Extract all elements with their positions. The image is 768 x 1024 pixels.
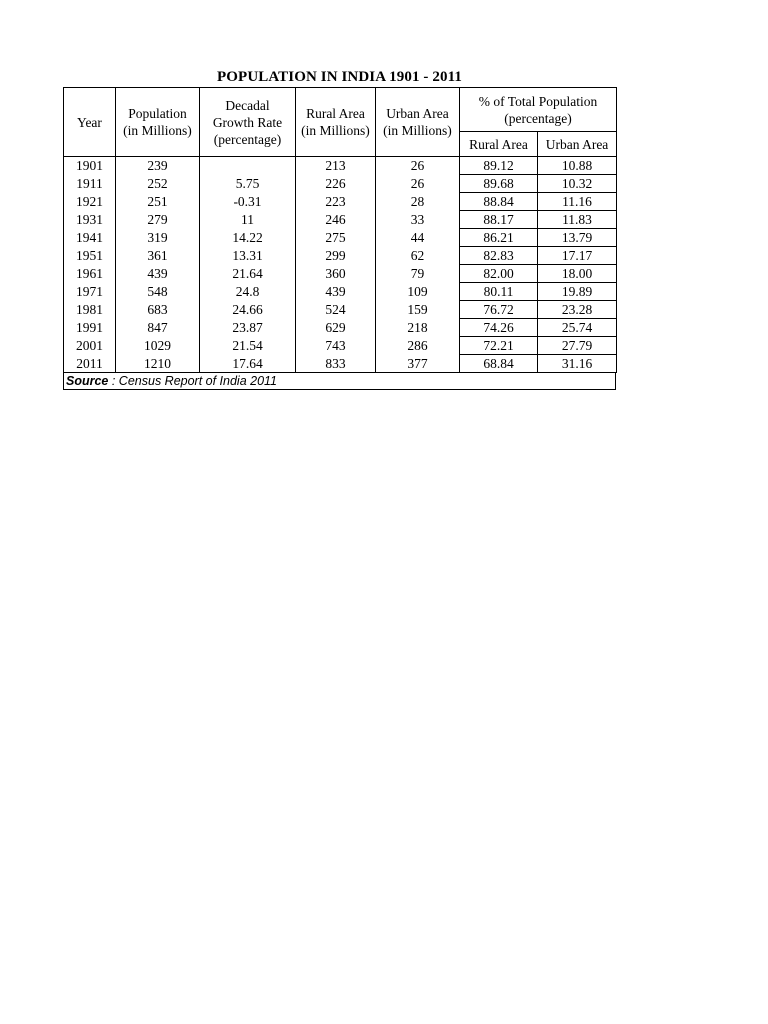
rural-header-line: (in Millions): [301, 123, 370, 138]
percent-header-line: % of Total Population: [478, 93, 598, 109]
table-row: [64, 193, 617, 211]
cell-population: 548: [116, 283, 200, 301]
cell-pct-rural: 68.84: [460, 355, 538, 373]
table-title: POPULATION IN INDIA 1901 - 2011: [217, 69, 462, 85]
cell-urban: 218: [376, 319, 460, 337]
cell-population: 251: [116, 193, 200, 211]
cell-urban: 26: [376, 175, 460, 193]
growth-header-line: Decadal: [225, 97, 270, 113]
cell-year: 1901: [64, 157, 116, 175]
cell-pct-urban: 17.17: [538, 247, 617, 265]
cell-urban: 286: [376, 337, 460, 355]
cell-pct-urban: 10.88: [538, 157, 617, 175]
cell-pct-urban: 11.83: [538, 211, 617, 229]
cell-rural: 524: [296, 301, 376, 319]
table-row: [64, 229, 617, 247]
table-row: [64, 319, 617, 337]
year-header: Year: [64, 88, 116, 157]
cell-population: 252: [116, 175, 200, 193]
cell-growth: 23.87: [200, 319, 296, 337]
cell-population: 683: [116, 301, 200, 319]
table-row: [64, 175, 617, 193]
cell-growth: 21.64: [200, 265, 296, 283]
cell-pct-urban: 25.74: [538, 319, 617, 337]
cell-growth: 11: [200, 211, 296, 229]
source-text: : Census Report of India 2011: [108, 374, 278, 388]
cell-growth: 21.54: [200, 337, 296, 355]
cell-population: 439: [116, 265, 200, 283]
table-row: [64, 283, 617, 301]
rural-header-line: Rural Area: [306, 106, 365, 121]
growth-header-line: Growth Rate: [212, 114, 283, 130]
cell-growth: 24.8: [200, 283, 296, 301]
cell-year: 2011: [64, 355, 116, 373]
cell-pct-rural: 82.83: [460, 247, 538, 265]
cell-urban: 159: [376, 301, 460, 319]
growth-rate-header: [200, 88, 296, 157]
cell-year: 1971: [64, 283, 116, 301]
cell-year: 1961: [64, 265, 116, 283]
cell-urban: 109: [376, 283, 460, 301]
cell-urban: 44: [376, 229, 460, 247]
cell-year: 1921: [64, 193, 116, 211]
cell-urban: 62: [376, 247, 460, 265]
cell-population: 319: [116, 229, 200, 247]
table-row: [64, 211, 617, 229]
cell-year: 1951: [64, 247, 116, 265]
cell-pct-rural: 89.68: [460, 175, 538, 193]
cell-pct-rural: 76.72: [460, 301, 538, 319]
cell-population: 1210: [116, 355, 200, 373]
cell-pct-rural: 72.21: [460, 337, 538, 355]
cell-growth: 5.75: [200, 175, 296, 193]
urban-header-line: (in Millions): [383, 123, 452, 138]
cell-pct-rural: 82.00: [460, 265, 538, 283]
cell-pct-rural: 89.12: [460, 157, 538, 175]
cell-population: 239: [116, 157, 200, 175]
cell-year: 1931: [64, 211, 116, 229]
cell-pct-urban: 31.16: [538, 355, 617, 373]
cell-pct-urban: 13.79: [538, 229, 617, 247]
cell-pct-rural: 88.17: [460, 211, 538, 229]
table-row: [64, 337, 617, 355]
cell-urban: 79: [376, 265, 460, 283]
cell-growth: [200, 157, 296, 175]
cell-year: 1941: [64, 229, 116, 247]
cell-pct-rural: 80.11: [460, 283, 538, 301]
cell-rural: 246: [296, 211, 376, 229]
cell-pct-rural: 86.21: [460, 229, 538, 247]
cell-pct-urban: 27.79: [538, 337, 617, 355]
cell-pct-rural: 88.84: [460, 193, 538, 211]
cell-year: 1981: [64, 301, 116, 319]
cell-rural: 299: [296, 247, 376, 265]
cell-pct-urban: 23.28: [538, 301, 617, 319]
percent-total-header: [460, 88, 617, 132]
cell-urban: 26: [376, 157, 460, 175]
cell-growth: 17.64: [200, 355, 296, 373]
urban-area-header: [376, 88, 460, 157]
cell-growth: 13.31: [200, 247, 296, 265]
cell-growth: -0.31: [200, 193, 296, 211]
growth-header-line: (percentage): [213, 131, 282, 147]
cell-pct-rural: 74.26: [460, 319, 538, 337]
cell-population: 279: [116, 211, 200, 229]
cell-rural: 275: [296, 229, 376, 247]
percent-header-line: (percentage): [504, 110, 572, 126]
table-row: [64, 301, 617, 319]
population-header-line: Population: [128, 106, 187, 121]
cell-pct-urban: 10.32: [538, 175, 617, 193]
table-row: [64, 355, 617, 373]
population-header-line: (in Millions): [123, 123, 192, 138]
cell-rural: 629: [296, 319, 376, 337]
cell-pct-urban: 19.89: [538, 283, 617, 301]
cell-growth: 24.66: [200, 301, 296, 319]
cell-pct-urban: 18.00: [538, 265, 617, 283]
cell-rural: 223: [296, 193, 376, 211]
cell-year: 1991: [64, 319, 116, 337]
cell-population: 847: [116, 319, 200, 337]
percent-rural-header: Rural Area: [460, 132, 538, 157]
cell-rural: 213: [296, 157, 376, 175]
cell-year: 1911: [64, 175, 116, 193]
cell-rural: 360: [296, 265, 376, 283]
source-label: Source: [66, 374, 109, 388]
cell-year: 2001: [64, 337, 116, 355]
cell-population: 361: [116, 247, 200, 265]
cell-pct-urban: 11.16: [538, 193, 617, 211]
header-row: [64, 88, 617, 132]
population-header: [116, 88, 200, 157]
table-row: [64, 157, 617, 175]
cell-urban: 377: [376, 355, 460, 373]
cell-urban: 28: [376, 193, 460, 211]
table-body: [64, 157, 617, 373]
cell-urban: 33: [376, 211, 460, 229]
cell-rural: 833: [296, 355, 376, 373]
percent-urban-header: Urban Area: [538, 132, 617, 157]
source-note: [63, 373, 616, 390]
table-row: [64, 247, 617, 265]
cell-population: 1029: [116, 337, 200, 355]
cell-growth: 14.22: [200, 229, 296, 247]
cell-rural: 743: [296, 337, 376, 355]
cell-rural: 226: [296, 175, 376, 193]
table-row: [64, 265, 617, 283]
cell-rural: 439: [296, 283, 376, 301]
population-table: [63, 87, 617, 373]
rural-area-header: [296, 88, 376, 157]
urban-header-line: Urban Area: [386, 106, 449, 121]
